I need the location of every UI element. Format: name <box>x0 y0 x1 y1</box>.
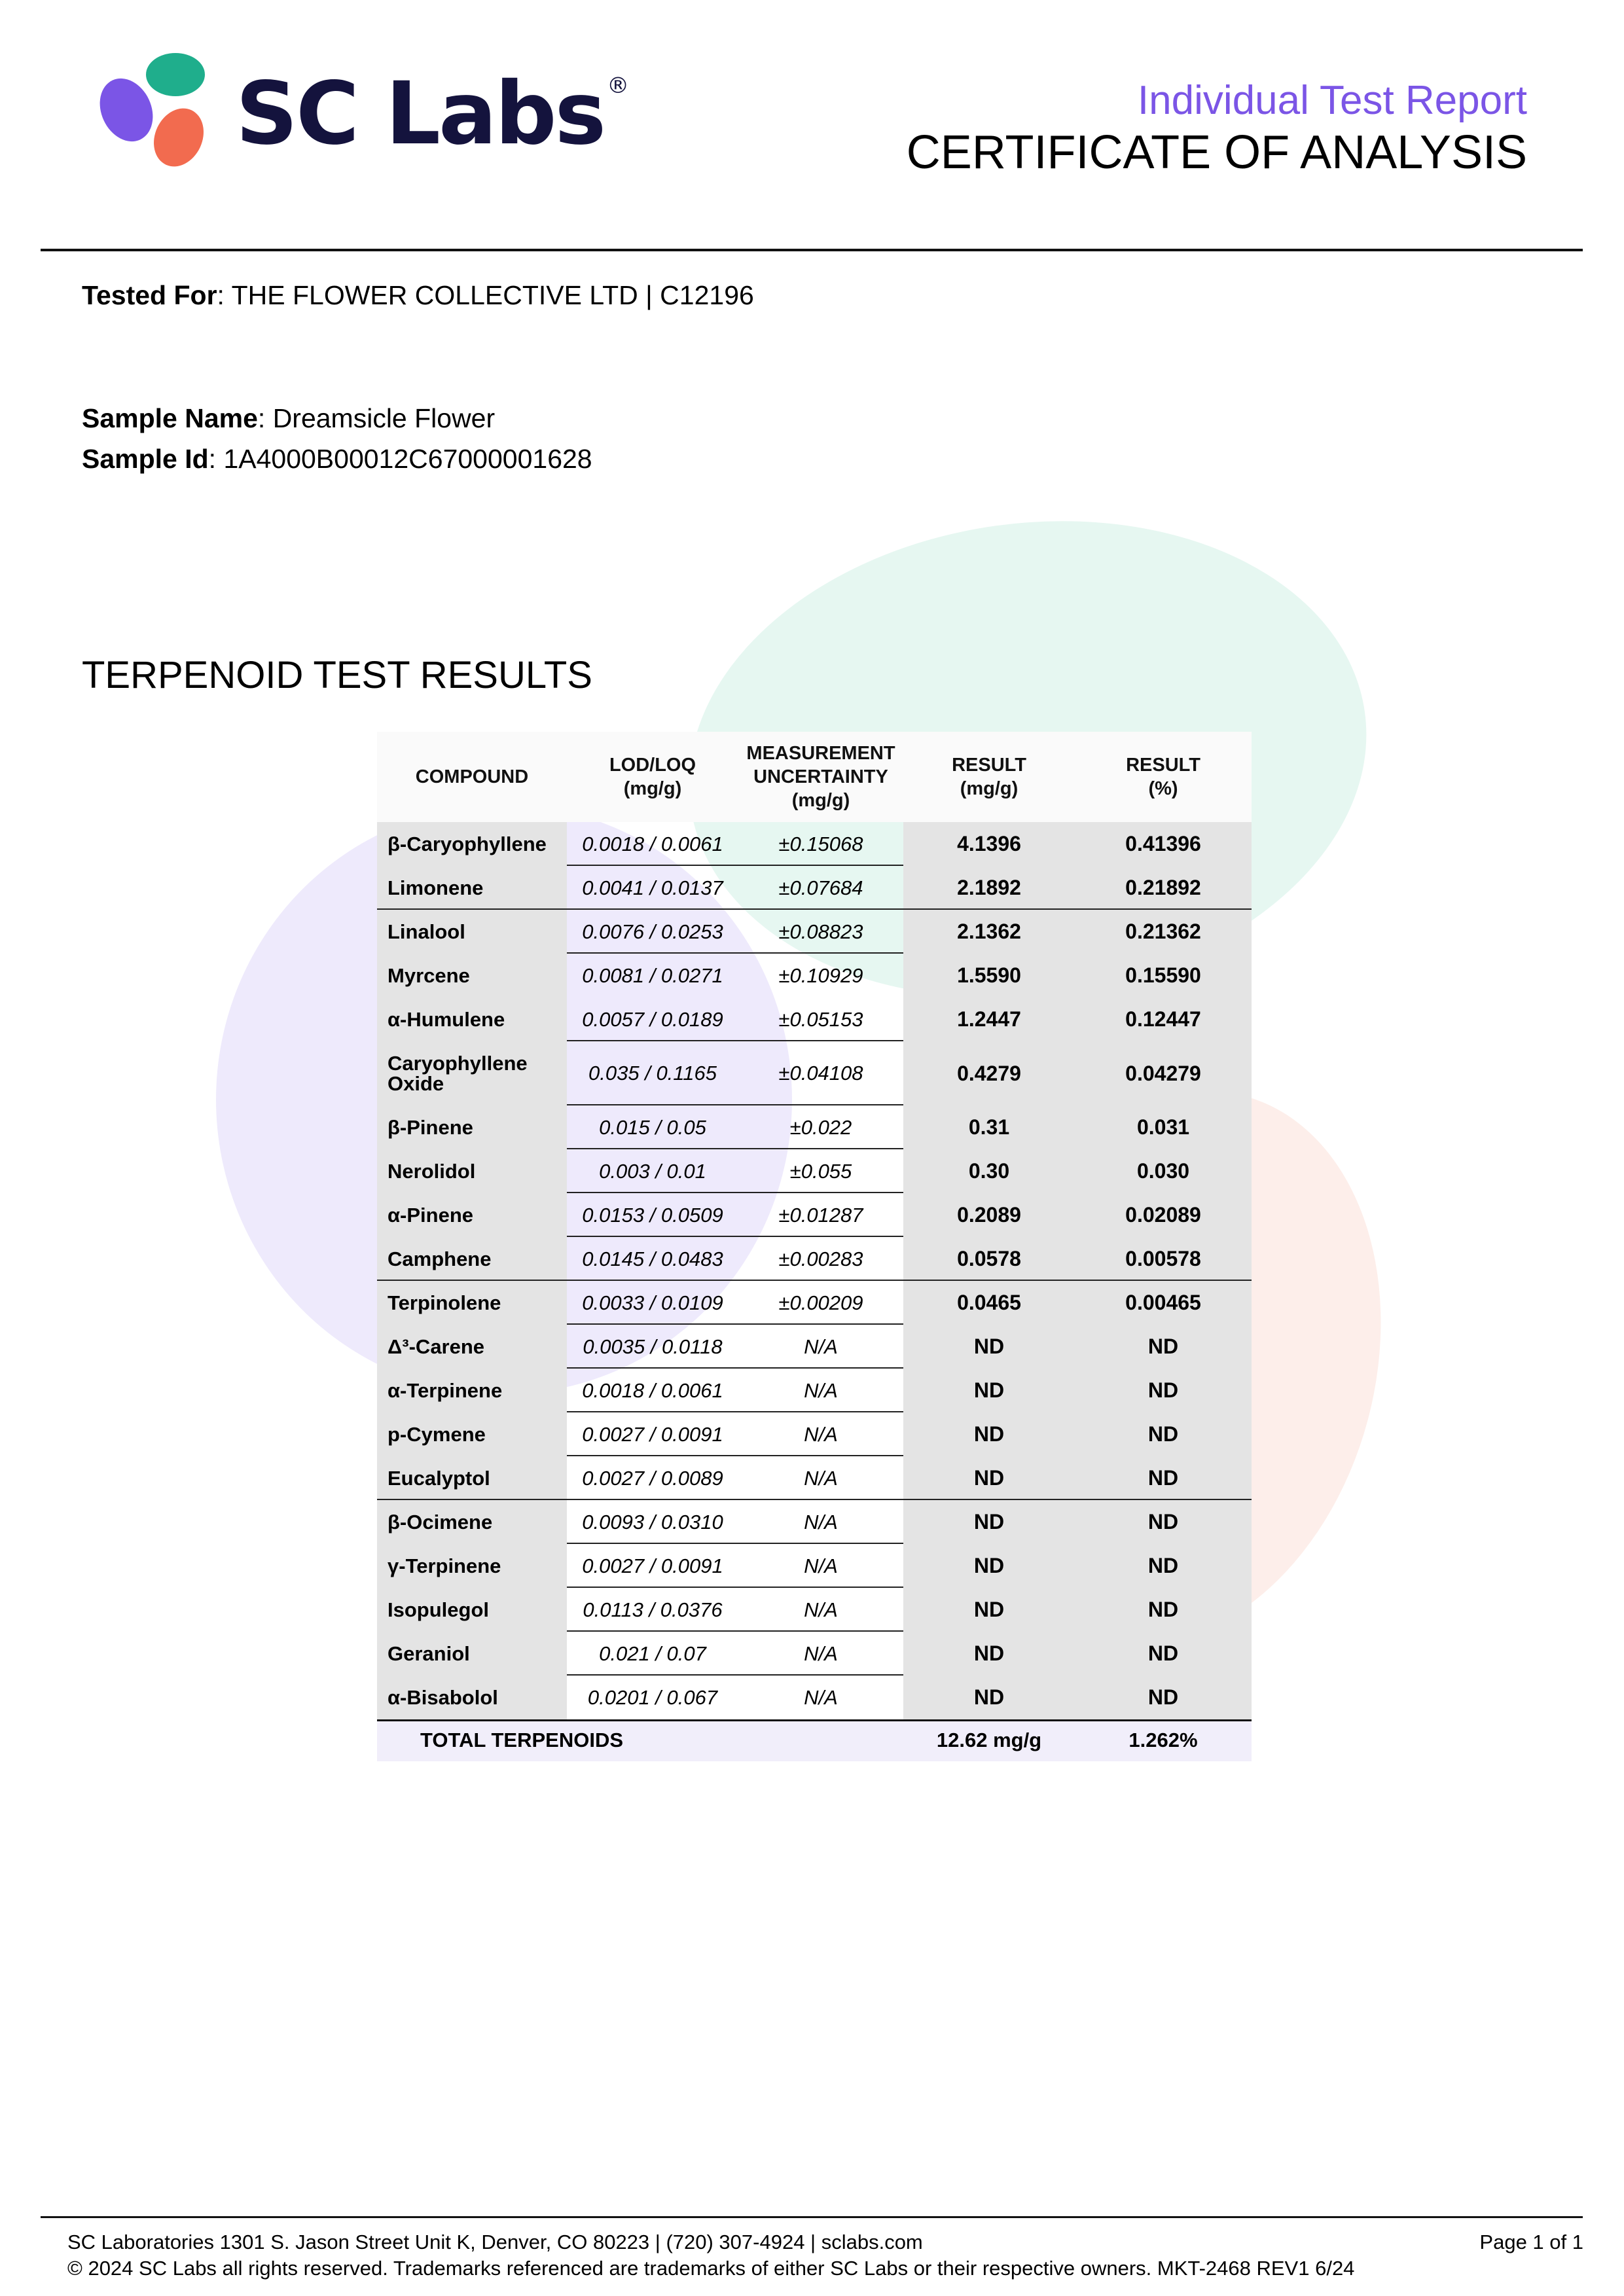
result-mg-value: 0.31 <box>903 1105 1075 1149</box>
footer-divider <box>41 2216 1583 2218</box>
footer-address: SC Laboratories 1301 S. Jason Street Unit K, Denver, CO 80223 | (720) 307-4924 | sclabs.com <box>67 2231 923 2253</box>
lod-loq-value: 0.0201 / 0.067 <box>587 1685 718 1709</box>
total-label: TOTAL TERPENOIDS <box>420 1729 624 1751</box>
result-mg-value: ND <box>903 1369 1075 1412</box>
table-row <box>377 1412 1252 1456</box>
compound-name: Myrcene <box>377 954 567 997</box>
table-row <box>377 1500 1252 1544</box>
result-mg-value: 2.1892 <box>903 866 1075 910</box>
result-pct-value: ND <box>1075 1456 1252 1500</box>
uncertainty-value: ±0.022 <box>789 1115 852 1139</box>
uncertainty-value: N/A <box>804 1598 838 1621</box>
result-mg-value: 0.30 <box>903 1149 1075 1193</box>
uncertainty-value: ±0.15068 <box>778 832 863 855</box>
result-mg-value: 0.0465 <box>903 1281 1075 1325</box>
uncertainty-value: ±0.04108 <box>778 1062 863 1085</box>
header-result-pct: RESULT (%) <box>1126 754 1200 799</box>
compound-name: Caryophyllene Oxide <box>377 1041 567 1105</box>
table-row <box>377 1456 1252 1500</box>
tested-for: Tested For: THE FLOWER COLLECTIVE LTD | C12196 <box>82 280 754 310</box>
lod-loq-value: 0.0081 / 0.0271 <box>582 963 723 987</box>
compound-name: γ-Terpinene <box>377 1544 567 1588</box>
total-row <box>377 1719 1252 1761</box>
result-pct-value: ND <box>1075 1412 1252 1456</box>
lod-loq-value: 0.015 / 0.05 <box>599 1115 706 1139</box>
result-mg-value: ND <box>903 1632 1075 1676</box>
result-mg-value: 2.1362 <box>903 910 1075 954</box>
result-mg-value: ND <box>903 1544 1075 1588</box>
header-result-mg: RESULT (mg/g) <box>952 754 1026 799</box>
compound-name: Geraniol <box>377 1632 567 1676</box>
lod-loq-value: 0.0113 / 0.0376 <box>583 1598 723 1621</box>
uncertainty-value: ±0.00283 <box>778 1247 863 1270</box>
uncertainty-value: ±0.01287 <box>778 1203 863 1227</box>
result-pct-value: 0.41396 <box>1075 822 1252 866</box>
table-row <box>377 1325 1252 1369</box>
result-pct-value: 0.21362 <box>1075 910 1252 954</box>
compound-name: β-Pinene <box>377 1105 567 1149</box>
result-mg-value: ND <box>903 1456 1075 1500</box>
table-row <box>377 1676 1252 1719</box>
table-row <box>377 1632 1252 1676</box>
result-pct-value: 0.12447 <box>1075 997 1252 1041</box>
table-row <box>377 1193 1252 1237</box>
lod-loq-value: 0.0093 / 0.0310 <box>582 1510 723 1534</box>
result-mg-value: 0.2089 <box>903 1193 1075 1237</box>
uncertainty-value: N/A <box>804 1335 838 1358</box>
compound-name: α-Bisabolol <box>377 1676 567 1719</box>
table-body <box>377 822 1252 1719</box>
table-row <box>377 822 1252 866</box>
result-pct-value: ND <box>1075 1676 1252 1719</box>
lod-loq-value: 0.0033 / 0.0109 <box>582 1291 723 1314</box>
table-row <box>377 1544 1252 1588</box>
compound-name: p-Cymene <box>377 1412 567 1456</box>
result-pct-value: 0.21892 <box>1075 866 1252 910</box>
uncertainty-value: ±0.08823 <box>778 920 863 943</box>
lod-loq-value: 0.0027 / 0.0091 <box>582 1422 723 1446</box>
lod-loq-value: 0.0027 / 0.0091 <box>582 1554 723 1577</box>
table-row <box>377 954 1252 997</box>
lod-loq-value: 0.0153 / 0.0509 <box>582 1203 723 1227</box>
compound-name: α-Humulene <box>377 997 567 1041</box>
lod-loq-value: 0.035 / 0.1165 <box>588 1062 717 1085</box>
table-row <box>377 866 1252 910</box>
result-pct-value: ND <box>1075 1544 1252 1588</box>
lod-loq-value: 0.0018 / 0.0061 <box>582 832 723 855</box>
header-lod-loq: LOD/LOQ (mg/g) <box>609 754 696 799</box>
sample-name: Sample Name: Dreamsicle Flower <box>82 403 496 433</box>
total-mg: 12.62 mg/g <box>936 1729 1042 1751</box>
result-pct-value: 0.030 <box>1075 1149 1252 1193</box>
table-row <box>377 1369 1252 1412</box>
result-pct-value: 0.02089 <box>1075 1193 1252 1237</box>
result-pct-value: 0.04279 <box>1075 1041 1252 1105</box>
header-measurement-uncertainty: MEASUREMENT UNCERTAINTY (mg/g) <box>746 742 895 812</box>
uncertainty-value: ±0.00209 <box>778 1291 863 1314</box>
lod-loq-value: 0.0035 / 0.0118 <box>583 1335 723 1358</box>
header-divider <box>41 249 1583 251</box>
logo-wordmark: SC Labs ® <box>236 63 628 164</box>
result-pct-value: ND <box>1075 1632 1252 1676</box>
compound-name: Isopulegol <box>377 1588 567 1632</box>
compound-name: β-Caryophyllene <box>377 822 567 866</box>
uncertainty-value: ±0.05153 <box>778 1007 863 1031</box>
result-mg-value: ND <box>903 1676 1075 1719</box>
result-pct-value: ND <box>1075 1500 1252 1544</box>
uncertainty-value: N/A <box>804 1554 838 1577</box>
uncertainty-value: ±0.07684 <box>778 876 863 899</box>
result-pct-value: 0.15590 <box>1075 954 1252 997</box>
compound-name: α-Pinene <box>377 1193 567 1237</box>
result-mg-value: ND <box>903 1412 1075 1456</box>
compound-name: Nerolidol <box>377 1149 567 1193</box>
result-mg-value: 4.1396 <box>903 822 1075 866</box>
compound-name: Linalool <box>377 910 567 954</box>
sample-id: Sample Id: 1A4000B00012C67000001628 <box>82 444 592 474</box>
table-header <box>377 732 1252 822</box>
uncertainty-value: N/A <box>804 1685 838 1709</box>
table-row <box>377 1041 1252 1105</box>
sc-labs-logo <box>95 46 628 177</box>
lod-loq-value: 0.0018 / 0.0061 <box>582 1378 723 1402</box>
table-row <box>377 1105 1252 1149</box>
lod-loq-value: 0.021 / 0.07 <box>599 1641 706 1665</box>
compound-name: β-Ocimene <box>377 1500 567 1544</box>
result-pct-value: ND <box>1075 1588 1252 1632</box>
uncertainty-value: ±0.055 <box>789 1159 852 1183</box>
lod-loq-value: 0.0145 / 0.0483 <box>582 1247 723 1270</box>
compound-name: Camphene <box>377 1237 567 1281</box>
result-pct-value: 0.00465 <box>1075 1281 1252 1325</box>
table-row <box>377 1281 1252 1325</box>
table-row <box>377 997 1252 1041</box>
lod-loq-value: 0.0057 / 0.0189 <box>582 1007 723 1031</box>
lod-loq-value: 0.0041 / 0.0137 <box>582 876 723 899</box>
page-number: Page 1 of 1 <box>1479 2231 1583 2253</box>
footer-copyright: © 2024 SC Labs all rights reserved. Trademarks referenced are trademarks of either SC Labs or their respective owners. MKT-2468 REV1 6/24 <box>67 2257 1355 2280</box>
uncertainty-value: N/A <box>804 1422 838 1446</box>
table-row <box>377 910 1252 954</box>
table-row <box>377 1149 1252 1193</box>
compound-name: α-Terpinene <box>377 1369 567 1412</box>
result-pct-value: 0.00578 <box>1075 1237 1252 1281</box>
result-pct-value: ND <box>1075 1325 1252 1369</box>
result-mg-value: ND <box>903 1588 1075 1632</box>
uncertainty-value: N/A <box>804 1466 838 1490</box>
logo-mark-icon <box>95 46 226 177</box>
uncertainty-value: ±0.10929 <box>778 963 863 987</box>
table-row <box>377 1588 1252 1632</box>
result-mg-value: 0.0578 <box>903 1237 1075 1281</box>
total-pct: 1.262% <box>1128 1729 1198 1751</box>
lod-loq-value: 0.003 / 0.01 <box>599 1159 706 1183</box>
report-type: Individual Test Report <box>1137 78 1527 123</box>
result-pct-value: ND <box>1075 1369 1252 1412</box>
lod-loq-value: 0.0027 / 0.0089 <box>582 1466 723 1490</box>
uncertainty-value: N/A <box>804 1510 838 1534</box>
compound-name: Δ³-Carene <box>377 1325 567 1369</box>
compound-name: Eucalyptol <box>377 1456 567 1500</box>
section-title: TERPENOID TEST RESULTS <box>82 654 592 696</box>
lod-loq-value: 0.0076 / 0.0253 <box>582 920 723 943</box>
result-mg-value: 0.4279 <box>903 1041 1075 1105</box>
result-mg-value: 1.5590 <box>903 954 1075 997</box>
result-pct-value: 0.031 <box>1075 1105 1252 1149</box>
terpenoid-results-table <box>377 732 1252 1761</box>
certificate-title: CERTIFICATE OF ANALYSIS <box>906 126 1527 179</box>
table-row <box>377 1237 1252 1281</box>
compound-name: Terpinolene <box>377 1281 567 1325</box>
result-mg-value: ND <box>903 1500 1075 1544</box>
uncertainty-value: N/A <box>804 1378 838 1402</box>
uncertainty-value: N/A <box>804 1641 838 1665</box>
compound-name: Limonene <box>377 866 567 910</box>
result-mg-value: ND <box>903 1325 1075 1369</box>
header-compound: COMPOUND <box>415 766 529 787</box>
result-mg-value: 1.2447 <box>903 997 1075 1041</box>
